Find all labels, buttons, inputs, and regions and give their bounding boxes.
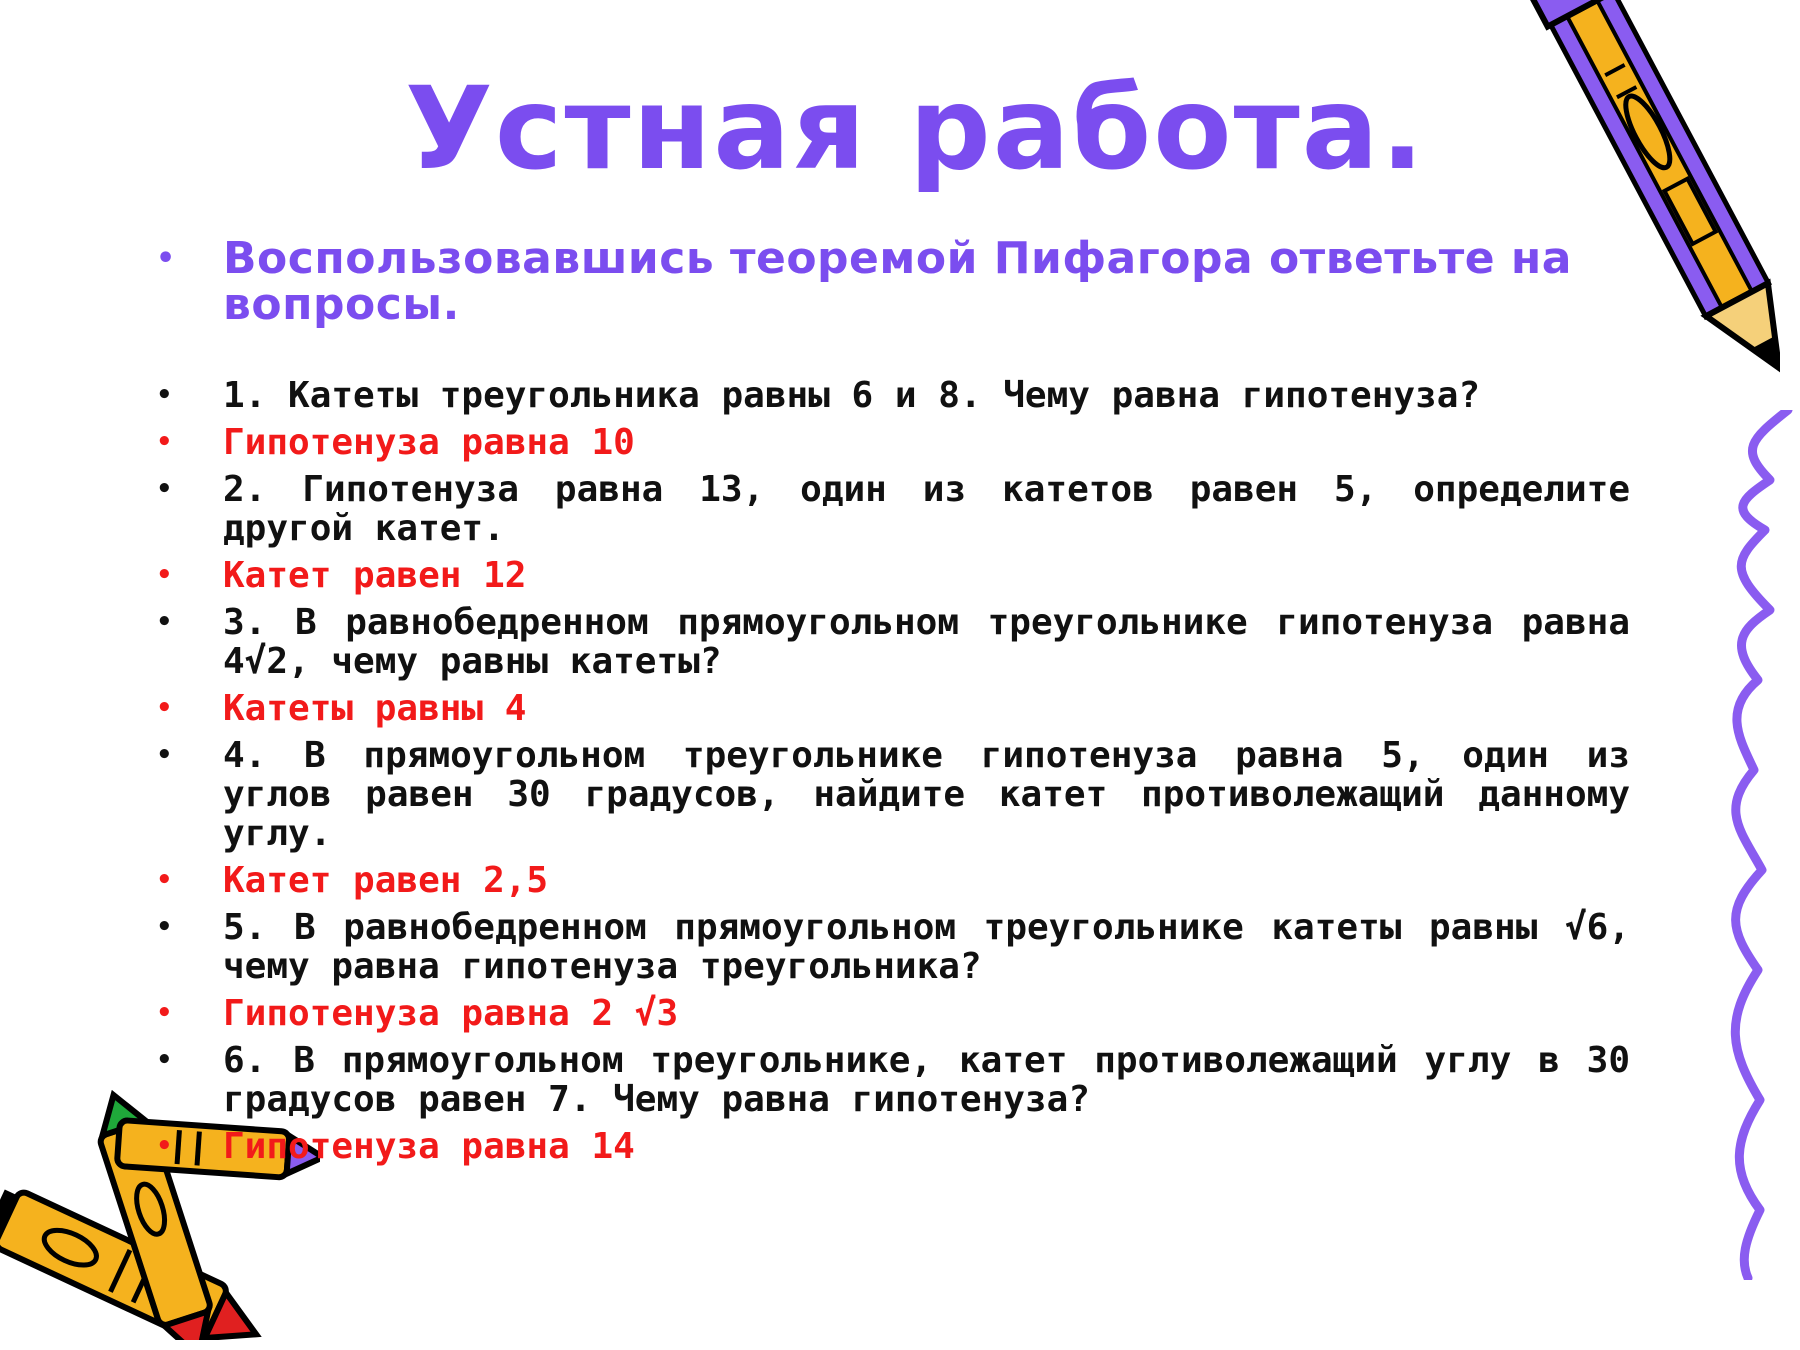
question-text: 2. Гипотенуза равна 13, один из катетов равен 5, определите другой катет. [223, 469, 1630, 549]
answer-text: Катет равен 2,5 [223, 860, 549, 901]
question-5 [150, 908, 1630, 986]
answer-6 [150, 1127, 1630, 1166]
bullet: • [156, 560, 173, 590]
bullet: • [156, 1131, 173, 1161]
answer-3 [150, 689, 1630, 728]
answer-text: Гипотенуза равна 10 [223, 422, 635, 463]
answer-text: Катет равен 12 [223, 555, 527, 596]
intro-label: Воспользовавшись теоремой Пифагора ответьте на вопросы. [223, 233, 1572, 330]
question-text: 4. В прямоугольном треугольнике гипотенуза равна 5, один из углов равен 30 градусов, найдите катет противолежащий данному углу. [223, 735, 1630, 854]
bullet: • [156, 998, 173, 1028]
question-text: 5. В равнобедренном прямоугольном треугольнике катеты равны √6, чему равна гипотенуза треугольника? [223, 907, 1630, 987]
bullet: • [156, 380, 173, 410]
bullet: • [156, 427, 173, 457]
bullet: • [156, 912, 173, 942]
bullet: • [156, 865, 173, 895]
question-2 [150, 470, 1630, 548]
question-text: 6. В прямоугольном треугольнике, катет противолежащий углу в 30 градусов равен 7. Чему равна гипотенуза? [223, 1040, 1630, 1120]
question-3 [150, 603, 1630, 681]
answer-5 [150, 994, 1630, 1033]
question-text: 3. В равнобедренном прямоугольном треугольнике гипотенуза равна 4√2, чему равны катеты? [223, 602, 1630, 682]
question-6 [150, 1041, 1630, 1119]
scribble-line [1710, 410, 1800, 1280]
answer-1 [150, 423, 1630, 462]
bullet: • [156, 474, 173, 504]
question-1 [150, 376, 1630, 415]
question-text: 1. Катеты треугольника равны 6 и 8. Чему равна гипотенуза? [223, 375, 1481, 416]
bullet: • [156, 693, 173, 723]
question-4 [150, 736, 1630, 853]
bullet: • [156, 241, 176, 276]
content-list [150, 233, 1630, 1174]
bullet: • [156, 740, 173, 770]
bullet: • [156, 607, 173, 637]
answer-text: Гипотенуза равна 2 √3 [223, 993, 679, 1034]
answer-text: Катеты равны 4 [223, 688, 527, 729]
slide-title: Устная работа. [405, 62, 1426, 195]
answer-2 [150, 556, 1630, 595]
answer-4 [150, 861, 1630, 900]
answer-text: Гипотенуза равна 14 [223, 1126, 635, 1167]
intro-text [150, 233, 1630, 330]
bullet: • [156, 1045, 173, 1075]
